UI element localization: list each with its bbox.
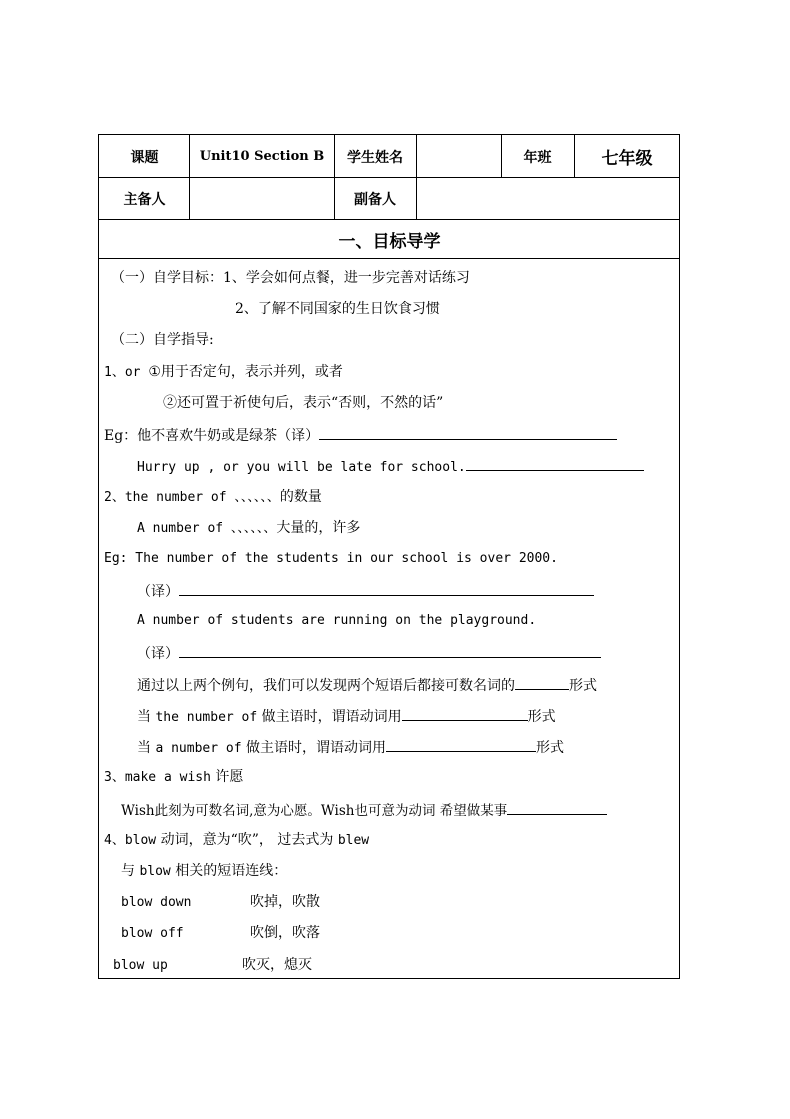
wish-heading: [104, 768, 243, 787]
blow-heading-en: 4、blow: [104, 833, 157, 848]
blow-heading-past: blew: [337, 833, 370, 848]
blow-sub-a: 与: [121, 863, 140, 879]
goal-2: 2、了解不同国家的生日饮食习惯: [235, 301, 440, 317]
student-name-label: 学生姓名: [347, 149, 403, 166]
rule-1: [137, 706, 556, 727]
phrase-zh[interactable]: 吹掉，吹散: [250, 894, 320, 910]
blow-sub-en: blow: [139, 864, 171, 879]
preparer-label: 主备人: [123, 192, 166, 208]
goals-intro: （一）自学目标：1、学会如何点餐，进一步完善对话练习: [111, 270, 470, 286]
answer-blank[interactable]: [402, 706, 528, 721]
blow-heading: [104, 831, 369, 850]
rule-2-b: 做主语时，谓语动词用: [241, 740, 386, 756]
col-divider: [574, 135, 575, 177]
wish-heading-zh: 许愿: [210, 769, 244, 785]
answer-blank[interactable]: [507, 800, 607, 815]
answer-blank[interactable]: [319, 425, 617, 440]
answer-blank[interactable]: [466, 456, 644, 471]
topic-label: 课题: [130, 149, 159, 166]
lesson-plan-table: [98, 134, 680, 979]
number-heading-en: 2、the number of 、、、、、、: [104, 490, 280, 505]
topic-value: Unit10 Section B: [199, 149, 325, 164]
col-divider: [501, 135, 502, 177]
blow-sub-b: 相关的短语连线：: [170, 863, 288, 879]
number-heading-zh: 的数量: [279, 489, 322, 505]
section-title: 一、目标导学: [338, 232, 441, 252]
number-sub-zh: 大量的，许多: [276, 520, 361, 536]
number-heading: [104, 488, 322, 507]
translate-label: （译）: [137, 646, 179, 662]
col-divider: [334, 135, 335, 219]
example-1: [104, 425, 617, 445]
example-2: Eg: The number of the students in our school is over 2000.: [104, 551, 558, 566]
answer-blank[interactable]: [179, 643, 601, 658]
or-heading-en: 1、or: [104, 365, 149, 380]
number-sub-en: A number of 、、、、、、: [137, 521, 277, 536]
assistant-value: [416, 178, 680, 220]
blow-heading-zh: 动词，意为“吹”， 过去式为: [156, 832, 338, 848]
conclusion: [137, 675, 597, 695]
wish-sub: [121, 800, 607, 820]
example-2b: A number of students are running on the playground.: [137, 613, 537, 628]
phrase-en[interactable]: blow off: [121, 926, 184, 941]
rule-2-c: 形式: [536, 740, 564, 756]
example-1b-text: Hurry up , or you will be late for school.: [137, 460, 466, 475]
assistant-label: 副备人: [354, 192, 396, 208]
or-sub: ②还可置于祈使句后，表示“否则，不然的话”: [163, 395, 444, 411]
rule-2-en: a number of: [155, 741, 242, 756]
conclusion-text: 通过以上两个例句，我们可以发现两个短语后都接可数名词的: [137, 678, 515, 694]
example-1-text: Eg：他不喜欢牛奶或是绿茶（译）: [104, 428, 320, 444]
col-divider: [189, 135, 190, 219]
phrase-en[interactable]: blow up: [113, 958, 168, 973]
wish-sub-text: Wish此刻为可数名词,意为心愿。Wish也可意为动词 希望做某事: [121, 803, 508, 819]
rule-1-b: 做主语时，谓语动词用: [257, 709, 402, 725]
conclusion-suffix: 形式: [569, 678, 597, 694]
row-divider: [99, 219, 679, 220]
rule-1-c: 形式: [527, 709, 556, 725]
or-heading: [104, 363, 343, 382]
rule-1-a: 当: [137, 709, 156, 725]
phrase-zh[interactable]: 吹倒，吹落: [250, 925, 320, 941]
class-label: 年班: [523, 149, 552, 166]
translate-2: [137, 643, 601, 663]
student-name-value: [416, 135, 501, 178]
phrase-zh[interactable]: 吹灭，熄灭: [242, 957, 312, 973]
guide-title: （二）自学指导:: [111, 332, 214, 348]
translate-1: [137, 581, 594, 601]
or-heading-zh: ①用于否定句，表示并列，或者: [148, 364, 343, 380]
row-divider: [99, 258, 679, 259]
example-1b: [137, 456, 644, 477]
row-divider: [99, 177, 679, 178]
col-divider: [416, 135, 417, 219]
wish-heading-en: 3、make a wish: [104, 770, 211, 785]
phrase-en[interactable]: blow down: [121, 895, 192, 910]
class-value: 七年级: [601, 149, 653, 169]
number-sub: [137, 519, 360, 538]
rule-2: [137, 737, 564, 758]
translate-label: （译）: [137, 584, 179, 600]
rule-1-en: the number of: [155, 710, 258, 725]
preparer-value: [190, 178, 334, 220]
answer-blank[interactable]: [179, 581, 594, 596]
answer-blank[interactable]: [386, 737, 536, 752]
blow-sub: [121, 862, 287, 881]
rule-2-a: 当: [137, 740, 156, 756]
answer-blank[interactable]: [515, 675, 569, 690]
